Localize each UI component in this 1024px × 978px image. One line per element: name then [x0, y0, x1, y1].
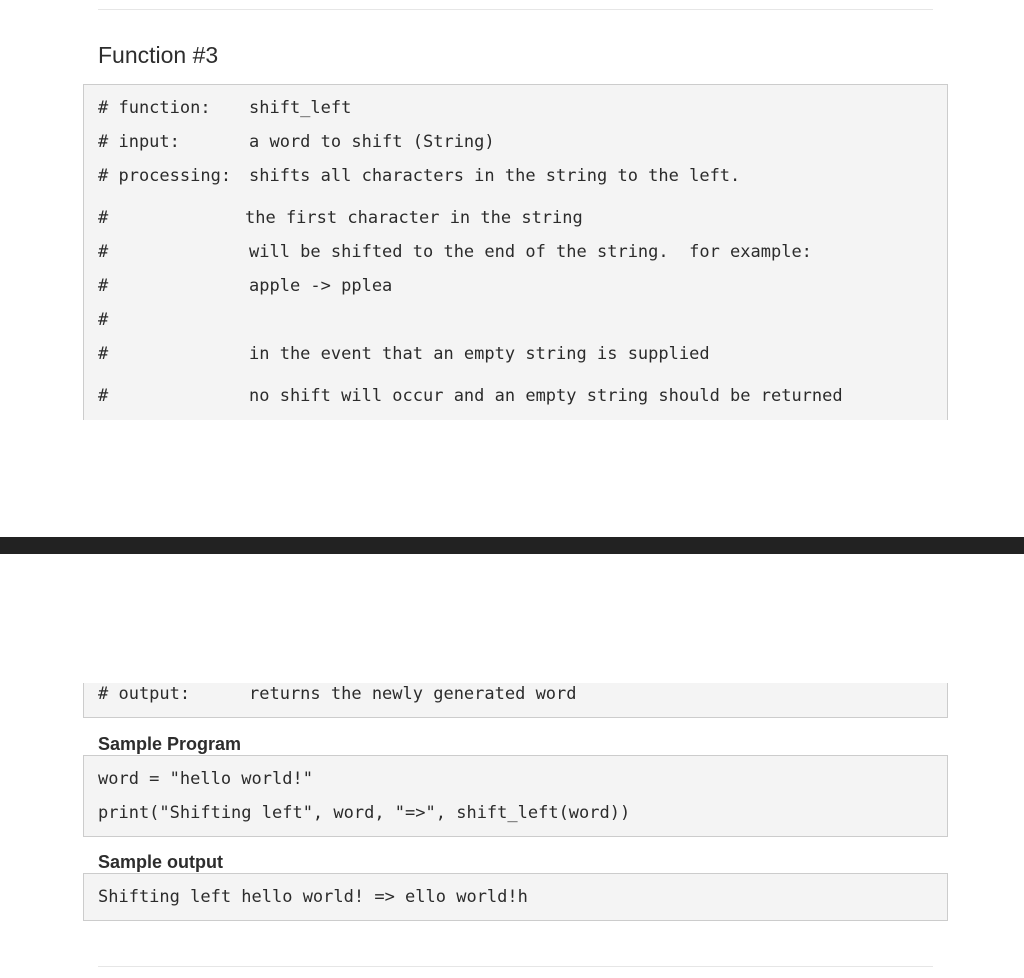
spec-line-0-tag: # function: [98, 98, 211, 118]
spec-line-5-text: apple -> pplea [249, 276, 393, 296]
spec-line-3-text: the first character in the string [245, 208, 583, 228]
spec-line-8-tag: # [98, 386, 109, 406]
sample-output-code-block [83, 873, 948, 921]
top-divider [98, 9, 933, 10]
spec-line-2-text: shifts all characters in the string to the left. [249, 166, 741, 186]
output-line-text: returns the newly generated word [249, 684, 577, 704]
sample-output-line-0: Shifting left hello world! => ello world!h [98, 887, 528, 907]
sample-program-label: Sample Program [98, 734, 242, 754]
spec-line-7-text: in the event that an empty string is supplied [249, 344, 710, 364]
bottom-divider [98, 966, 933, 967]
page-break-band [0, 537, 1024, 554]
spec-line-7-tag: # [98, 344, 109, 364]
spec-line-1-tag: # input: [98, 132, 180, 152]
spec-code-block [83, 84, 948, 420]
output-line-tag: # output: [98, 684, 191, 704]
sample-output-label: Sample output [98, 852, 223, 872]
spec-line-8-text: no shift will occur and an empty string should be returned [249, 386, 843, 406]
spec-line-2-tag: # processing: [98, 166, 232, 186]
page-title: Function #3 [98, 42, 219, 68]
sample-program-code-block [83, 755, 948, 837]
spec-line-5-tag: # [98, 276, 109, 296]
spec-line-0-text: shift_left [249, 98, 352, 118]
sample-program-line-0: word = "hello world!" [98, 769, 313, 789]
spec-line-6-tag: # [98, 310, 109, 330]
spec-line-4-text: will be shifted to the end of the string. for example: [249, 242, 812, 262]
spec-line-3-tag: # [98, 208, 109, 228]
spec-line-4-tag: # [98, 242, 109, 262]
spec-line-1-text: a word to shift (String) [249, 132, 495, 152]
sample-program-line-1: print("Shifting left", word, "=>", shift_left(word)) [98, 803, 631, 823]
spec-code-block-continued [83, 683, 948, 718]
